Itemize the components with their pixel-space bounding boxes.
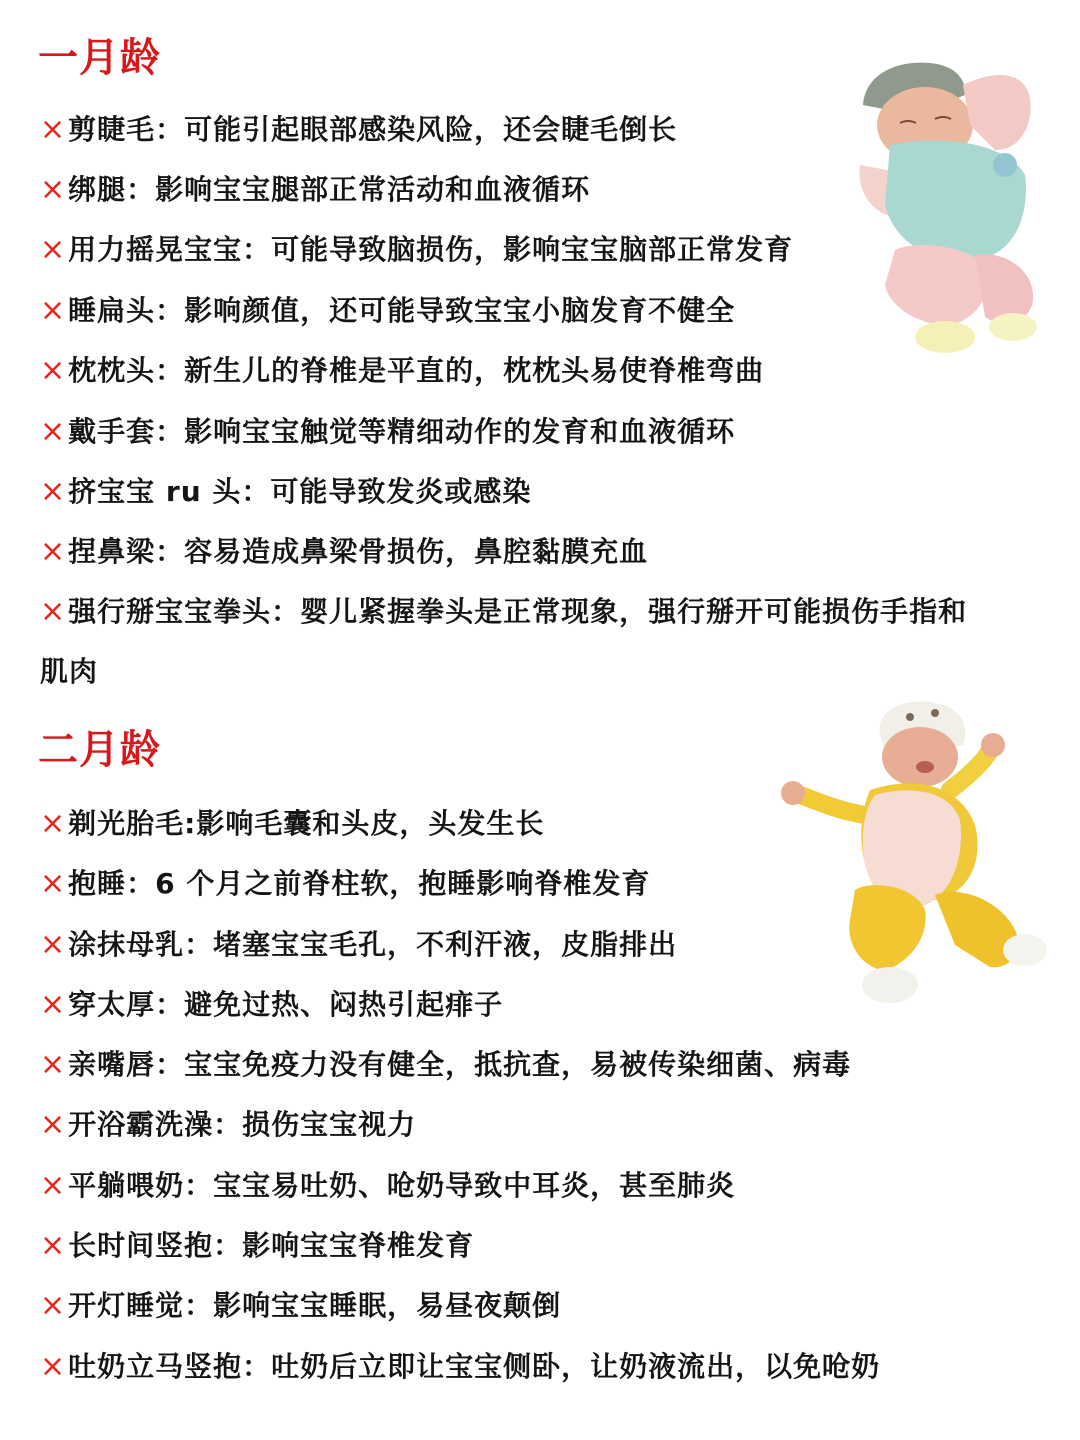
item-text: 剃光胎毛:影响毛囊和头皮，头发生长: [68, 807, 545, 840]
cross-mark-icon: ×: [40, 927, 67, 962]
item-text: 戴手套：影响宝宝触觉等精细动作的发育和血液循环: [68, 415, 736, 448]
cross-mark-icon: ×: [40, 1047, 67, 1082]
cross-mark-icon: ×: [40, 232, 67, 267]
cross-mark-icon: ×: [40, 414, 67, 449]
cross-mark-icon: ×: [40, 594, 67, 629]
list-item: [40, 1156, 980, 1216]
item-text: 挤宝宝 ru 头：可能导致发炎或感染: [68, 475, 532, 508]
section-title-two-month: 二月龄: [38, 727, 161, 773]
list-item: [40, 1276, 980, 1336]
cross-mark-icon: ×: [40, 172, 67, 207]
list-item: [40, 1337, 980, 1397]
cross-mark-icon: ×: [40, 1168, 67, 1203]
item-text: 绑腿：影响宝宝腿部正常活动和血液循环: [68, 173, 591, 206]
sleeping-baby-photo: [855, 55, 1050, 355]
crying-baby-photo: [775, 695, 1055, 1015]
list-item: [40, 402, 980, 462]
cross-mark-icon: ×: [40, 293, 67, 328]
cross-mark-icon: ×: [40, 1349, 67, 1384]
list-item: [40, 281, 980, 341]
cross-mark-icon: ×: [40, 1288, 67, 1323]
list-item: [40, 1095, 980, 1155]
cross-mark-icon: ×: [40, 1107, 67, 1142]
list-item: [40, 100, 980, 160]
item-text: 亲嘴唇：宝宝免疫力没有健全，抵抗查，易被传染细菌、病毒: [68, 1048, 852, 1081]
item-text: 抱睡：6 个月之前脊柱软，抱睡影响脊椎发育: [68, 867, 651, 900]
list-item: [40, 462, 980, 522]
cross-mark-icon: ×: [40, 806, 67, 841]
cross-mark-icon: ×: [40, 866, 67, 901]
item-text: 开浴霸洗澡：损伤宝宝视力: [68, 1108, 417, 1141]
cross-mark-icon: ×: [40, 534, 67, 569]
item-text: 强行掰宝宝拳头：婴儿紧握拳头是正常现象，强行掰开可能损伤手指和肌肉: [40, 595, 968, 688]
item-text: 剪睫毛：可能引起眼部感染风险，还会睫毛倒长: [68, 113, 678, 146]
list-item: [40, 1035, 980, 1095]
item-text: 开灯睡觉：影响宝宝睡眠，易昼夜颠倒: [68, 1289, 562, 1322]
cross-mark-icon: ×: [40, 987, 67, 1022]
cross-mark-icon: ×: [40, 1228, 67, 1263]
item-text: 用力摇晃宝宝：可能导致脑损伤，影响宝宝脑部正常发育: [68, 233, 794, 266]
item-text: 捏鼻梁：容易造成鼻梁骨损伤，鼻腔黏膜充血: [68, 535, 649, 568]
item-text: 穿太厚：避免过热、闷热引起痱子: [68, 988, 504, 1021]
cross-mark-icon: ×: [40, 474, 67, 509]
list-item: [40, 1216, 980, 1276]
item-text: 涂抹母乳：堵塞宝宝毛孔，不利汗液，皮脂排出: [68, 928, 678, 961]
cross-mark-icon: ×: [40, 112, 67, 147]
item-text: 平躺喂奶：宝宝易吐奶、呛奶导致中耳炎，甚至肺炎: [68, 1169, 736, 1202]
section-title-one-month: 一月龄: [38, 35, 161, 81]
list-item: [40, 582, 980, 702]
list-item: [40, 160, 980, 220]
item-text: 睡扁头：影响颜值，还可能导致宝宝小脑发育不健全: [68, 294, 736, 327]
cross-mark-icon: ×: [40, 353, 67, 388]
list-item: [40, 522, 980, 582]
item-text: 枕枕头：新生儿的脊椎是平直的，枕枕头易使脊椎弯曲: [68, 354, 765, 387]
list-item: [40, 220, 980, 280]
list-item: [40, 341, 980, 401]
item-text: 吐奶立马竖抱：吐奶后立即让宝宝侧卧，让奶液流出，以免呛奶: [68, 1350, 881, 1383]
item-text: 长时间竖抱：影响宝宝脊椎发育: [68, 1229, 475, 1262]
